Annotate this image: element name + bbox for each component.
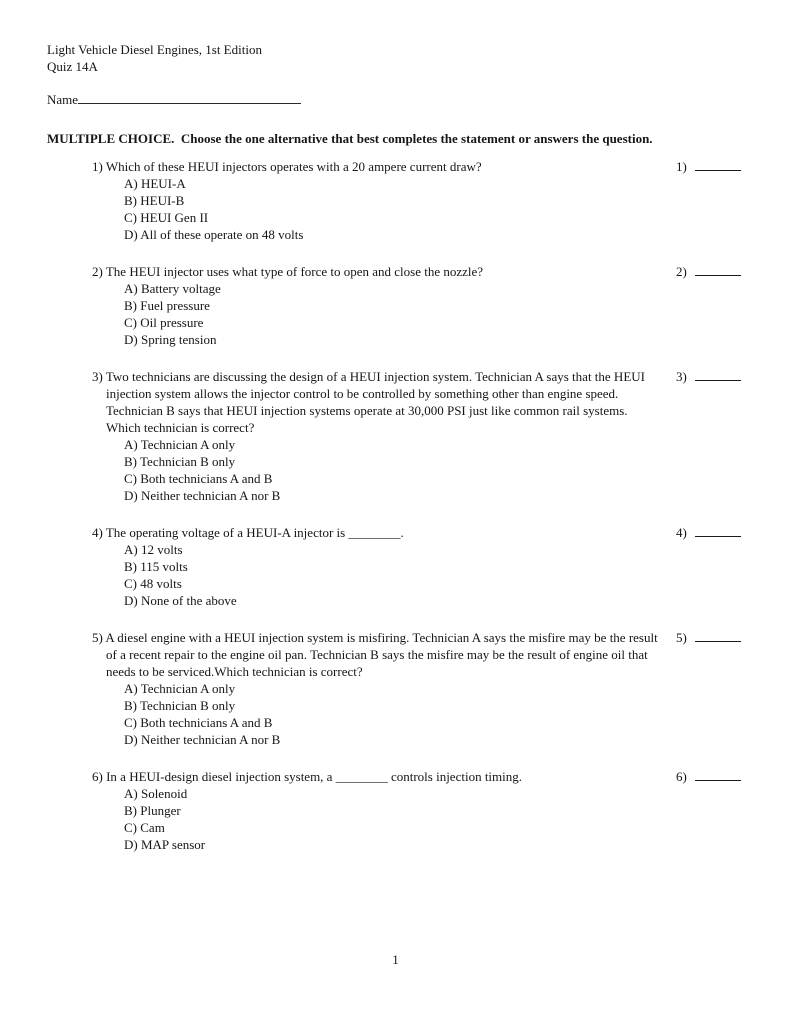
option-list [92,785,658,853]
option: D) Spring tension [124,332,217,347]
answer-blank[interactable] [695,524,741,537]
option: A) Battery voltage [124,281,221,296]
page-header [0,0,791,108]
section-heading: MULTIPLE CHOICE. Choose the one alternative that best completes the statement or answers the question. [47,131,653,146]
option: B) Fuel pressure [124,298,210,313]
name-blank[interactable] [78,90,301,104]
question-text: In a HEUI-design diesel injection system, a ________ controls injection timing. [106,769,523,784]
option: B) Technician B only [124,698,236,713]
answer-blank[interactable] [695,263,741,276]
answer-number: 1) [676,159,687,174]
question-block [92,524,745,609]
answer-number: 3) [676,369,687,384]
question-block [92,158,745,243]
option-list [92,680,658,748]
question-text: The HEUI injector uses what type of force to open and close the nozzle? [105,264,484,279]
answer-slot [676,368,741,385]
question-text: A diesel engine with a HEUI injection system is misfiring. Technician A says the misfire may be the result of a recent repair to the engine oil pan. Technician B says the misfire may be the result of engine oil that needs to be serviced.Which technician is correct? [105,630,658,679]
answer-number: 5) [676,630,687,645]
question-number: 3) [92,369,103,384]
question-block [92,368,745,504]
name-label: Name [47,92,79,107]
question-content [92,368,658,504]
question-content [92,629,658,748]
question-paragraph [92,368,658,436]
answer-blank[interactable] [695,368,741,381]
option: B) 115 volts [124,559,188,574]
answer-blank[interactable] [695,629,741,642]
question-block [92,768,745,853]
option: A) 12 volts [124,542,183,557]
option: C) Oil pressure [124,315,204,330]
question-number: 1) [92,159,103,174]
option-list [92,436,658,504]
option: A) Technician A only [124,437,236,452]
option: B) Technician B only [124,454,236,469]
answer-number: 2) [676,264,687,279]
option: C) Cam [124,820,165,835]
option: C) HEUI Gen II [124,210,209,225]
question-content [92,263,658,348]
name-row [47,90,745,108]
option: C) Both technicians A and B [124,471,273,486]
option: D) All of these operate on 48 volts [124,227,304,242]
questions-list [0,158,791,853]
course-title: Light Vehicle Diesel Engines, 1st Edition [47,42,262,57]
question-text: The operating voltage of a HEUI-A injector is ________. [105,525,404,540]
option: D) Neither technician A nor B [124,488,281,503]
answer-slot [676,263,741,280]
question-content [92,158,658,243]
question-text: Which of these HEUI injectors operates with a 20 ampere current draw? [105,159,482,174]
answer-slot [676,629,741,646]
answer-number: 4) [676,525,687,540]
question-paragraph [92,768,658,785]
question-paragraph [92,158,658,175]
option: C) Both technicians A and B [124,715,273,730]
question-content [92,768,658,853]
option: B) Plunger [124,803,181,818]
option: B) HEUI-B [124,193,185,208]
option: D) Neither technician A nor B [124,732,281,747]
question-paragraph [92,524,658,541]
option: A) Technician A only [124,681,236,696]
question-number: 2) [92,264,103,279]
option: A) Solenoid [124,786,188,801]
page-footer [0,951,791,968]
page-number: 1 [392,952,399,967]
option: D) MAP sensor [124,837,206,852]
question-number: 6) [92,769,103,784]
option-list [92,541,658,609]
question-paragraph [92,263,658,280]
question-number: 4) [92,525,103,540]
question-content [92,524,658,609]
question-text: Two technicians are discussing the design of a HEUI injection system. Technician A says that the HEUI injection system allows the injector control to be controlled by something other than engine speed. Technician B says that HEUI injection systems operate at 30,000 PSI just like common rail systems. Which technician is correct? [105,369,645,435]
answer-slot [676,768,741,785]
option-list [92,280,658,348]
answer-number: 6) [676,769,687,784]
option: A) HEUI-A [124,176,186,191]
answer-slot [676,524,741,541]
quiz-title: Quiz 14A [47,59,98,74]
option-list [92,175,658,243]
question-paragraph [92,629,658,680]
question-block [92,263,745,348]
answer-blank[interactable] [695,768,741,781]
option: C) 48 volts [124,576,182,591]
answer-slot [676,158,741,175]
question-block [92,629,745,748]
answer-blank[interactable] [695,158,741,171]
question-number: 5) [92,630,103,645]
option: D) None of the above [124,593,237,608]
